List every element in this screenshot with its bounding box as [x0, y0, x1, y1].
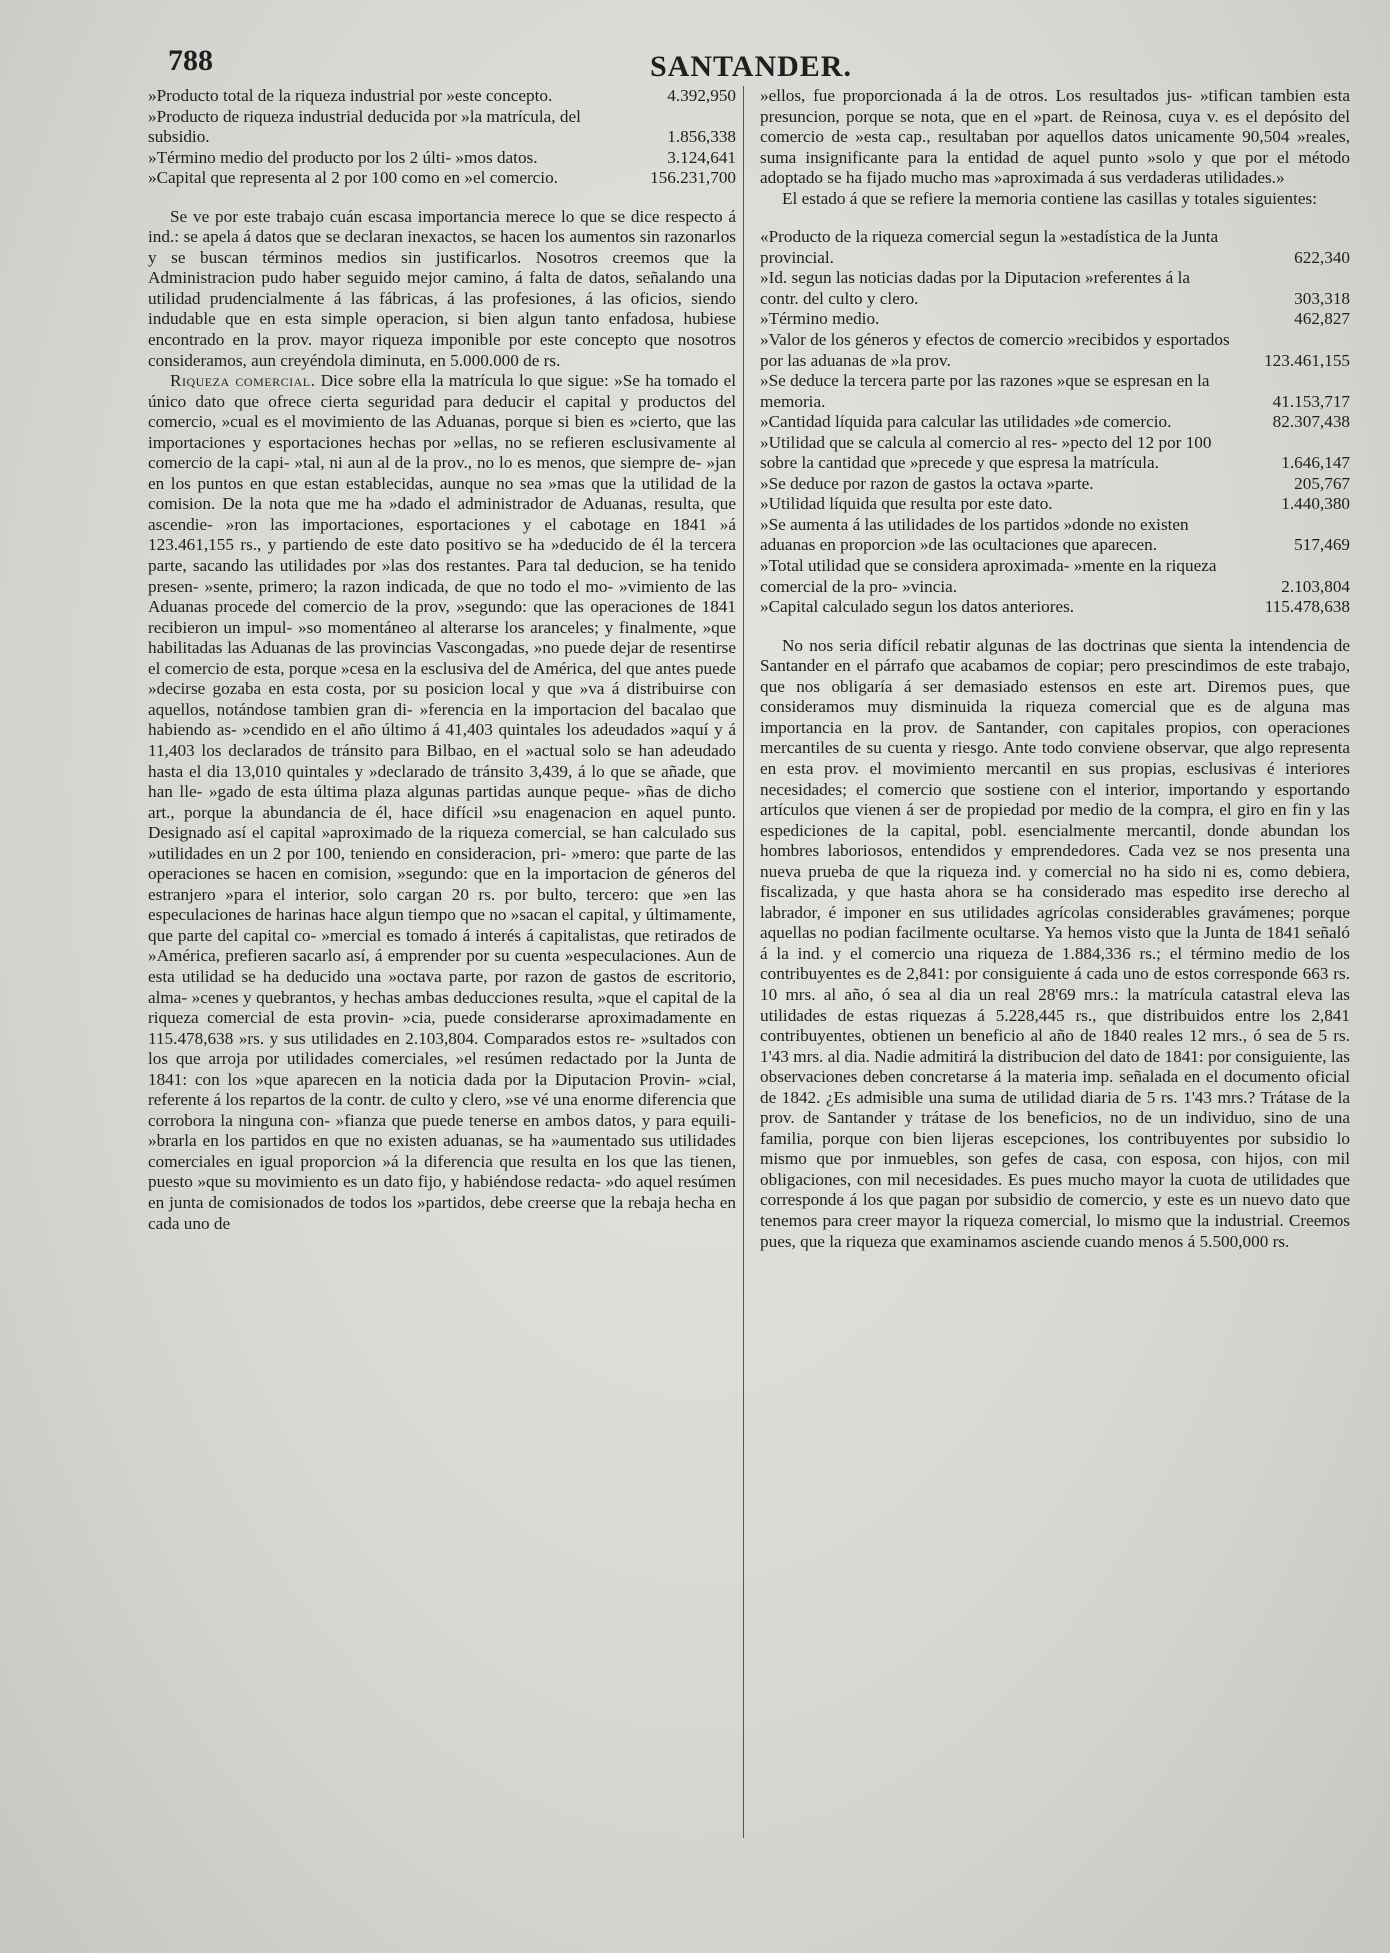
table-row	[760, 268, 1350, 309]
table-row	[760, 494, 1350, 515]
table-row	[760, 597, 1350, 618]
paragraph-text: Dice sobre ella la matrícula lo que sigue: »Se ha tomado el único dato que ofrece cierta seguridad para deducir el capital y productos del comercio, »cual es el movimiento de las Aduanas, porque si bien es »cierto, que las importaciones y esportaciones hechas por »ellas, no se refieren esclusivamente al comercio de la capi- »tal, ni aun al de la prov., no lo es menos, que siempre de- »jan en los puntos en que estan establecidas, aunque no sea »mas que la utilidad de la comision. De la nota que me ha »dado el administrador de Aduanas, resulta, que ascendie- »ron las importaciones, esportaciones y el cabotage en 1841 »á 123.461,155 rs., y partiendo de este dato positivo se ha »deducido de él la tercera parte, sacando las utilidades por »las dos restantes. Para tal deducion, se ha tenido presen- »sente, primero; la razon indicada, de que no todo el mo- »vimiento de las Aduanas procede del comercio de la prov, »segundo: que las operaciones de 1841 recibieron un impul- »so momentáneo al alterarse los aranceles; y finalmente, »que habilitadas las Aduanas de las provincias Vascongadas, »no puede dejar de resentirse el comercio de esta, porque »cesa en la esclusiva del de América, del que antes puede »decirse gozaba en esta costa, por su posicion local y que »va á distribuirse con aquellos, notándose tambien gran di- »ferencia en la importacion del bacalao que habiendo as- »cendido en el año último á 41,403 quintales los adeudados »aquí y á 11,403 los declarados de tránsito para Bilbao, en el »actual solo se han adeudado hasta el dia 13,010 quintales y »declarado de tránsito 3,439, á lo que se añade, que han lle- »gado de esta última plaza algunas partidas aunque peque- »ñas de dicho art., porque la abundancia de él, hace difícil »su enagenacion en aquel punto. Designado así el capital »aproximado de la riqueza comercial, se han calculado sus »utilidades en un 2 por 100, teniendo en consideracion, pri- »mero: que parte de las operaciones se hacen en comision, »segundo: que en la importacion de géneros del estranjero »para el interior, solo cargan 20 rs. por bulto, tercero: que »en las especulaciones de harinas hace algun tiempo que no »sacan el capital, y últimamente, que parte del capital co- »mercial es tomado á interés á capitalistas, que retirados de »América, prefieren sacarlo así, á emprender por su cuenta »especulaciones. Aun de esta utilidad se ha deducido una »octava parte, por razon de gastos de escritorio, alma- »cenes y quebrantos, y hechas ambas deducciones resulta, »que el capital de la riqueza comercial de esta provin- »cia, puede considerarse aproximadamente en 115.478,638 »rs. y sus utilidades en 2.103,804. Comparados estos re- »sultados con los que arroja por utilidades comerciales, »el resúmen redactado por la Junta de 1841: con los »que aparecen en la noticia dada por la Diputacion Provin- »cial, referente á los repartos de la contr. de culto y clero, »se vé una enorme diferencia que corrobora la ninguna con- »fianza que puede tenerse en ambos datos, y para equili- »brarla en los partidos en que no existen aduanas, se ha »aumentado sus utilidades comerciales en igual proporcion »á la diferencia que resulta en los que las tienen, puesto »que su movimiento es un dato fijo, y habiéndose redacta- »do aquel resúmen en junta de comisionados de todos los »partidos, debe creerse que la rebaja hecha en cada uno de	[148, 371, 736, 1233]
section-heading: Riqueza comercial.	[170, 371, 316, 391]
table-row-value: 41.153,717	[1272, 391, 1350, 411]
industrial-table	[148, 86, 736, 189]
table-row	[760, 412, 1350, 433]
paragraph: El estado á que se refiere la memoria contiene las casillas y totales siguientes:	[782, 188, 1318, 208]
table-row-value: 4.392,950	[667, 86, 736, 105]
table-row-value: 303,318	[1294, 288, 1350, 308]
table-row-value: 1.440,380	[1281, 494, 1350, 514]
table-row	[760, 556, 1350, 597]
table-row	[760, 433, 1350, 474]
table-row-value: 622,340	[1294, 247, 1350, 267]
table-row	[760, 515, 1350, 556]
table-row-label: »Valor de los géneros y efectos de comercio »recibidos y esportados por las aduanas de »la prov.	[760, 330, 1230, 370]
running-title: SANTANDER.	[650, 50, 852, 83]
table-row-label: «Producto de la riqueza comercial segun la »estadística de la Junta provincial.	[760, 227, 1219, 267]
table-row-value: 115.478,638	[1264, 597, 1350, 617]
commerce-table	[760, 227, 1350, 617]
table-row-label: »Producto total de la riqueza industrial por »este concepto.	[148, 86, 553, 105]
paragraph	[148, 371, 736, 1234]
table-row	[760, 330, 1350, 371]
table-row-value: 462,827	[1294, 309, 1350, 329]
table-row-label: »Cantidad líquida para calcular las utilidades »de comercio.	[760, 412, 1172, 432]
table-row	[760, 309, 1350, 330]
table-row-value: 123.461,155	[1264, 350, 1350, 370]
table-row-label: »Capital que representa al 2 por 100 como en »el comercio.	[148, 168, 558, 188]
table-row-label: »Término medio del producto por los 2 últi- »mos datos.	[148, 147, 538, 167]
page-number: 788	[168, 44, 213, 77]
table-row-value: 156.231,700	[650, 168, 736, 188]
table-row-label: »Se deduce por razon de gastos la octava »parte.	[760, 473, 1094, 493]
table-row-value: 1.856,338	[667, 127, 736, 147]
table-row-value: 517,469	[1294, 535, 1350, 555]
table-row-label: »Se deduce la tercera parte por las razones »que se espresan en la memoria.	[760, 371, 1210, 411]
table-row-value: 3.124,641	[667, 147, 736, 167]
table-row-value: 82.307,438	[1272, 412, 1350, 432]
table-row-label: »Total utilidad que se considera aproximada- »mente en la riqueza comercial de la pro- »vincia.	[760, 556, 1217, 596]
column-divider	[743, 86, 744, 1838]
table-row-label: »Utilidad líquida que resulta por este dato.	[760, 494, 1053, 514]
paragraph: Se ve por este trabajo cuán escasa importancia merece lo que se dice respecto á ind.: se apela á datos que se declaran inexactos, se hacen los aumentos sin razonarlos y se buscan términos medios sin justificarlos. Nosotros creemos que la Administracion pudo haber seguido mejor camino, á falta de datos, señalando una utilidad prudencialmente á las fábricas, á las profesiones, á las oficios, siendo indudable que en esta simple operacion, si bien algun tanto enfadosa, hubiese encontrado en la prov. mayor riqueza imponible por este concepto que nosotros consideramos, aun creyéndola diminuta, en 5.000.000 de rs.	[148, 206, 736, 370]
right-column	[760, 86, 1350, 1252]
paragraph: No nos seria difícil rebatir algunas de las doctrinas que sienta la intendencia de Santander en el párrafo que acabamos de copiar; pero prescindimos de este trabajo, que nos obligaría á ser demasiado estensos en este art. Diremos pues, que consideramos muy disminuida la riqueza comercial que es de alguna mas importancia en la prov. de Santander, con capitales propios, con operaciones mercantiles de su cuenta y riesgo. Ante todo conviene observar, que algo representa en esta prov. el movimiento mercantil en sus propias, esclusivas é interiores necesidades; el comercio que sostiene con el interior, importando y esportando artículos que vienen á ser de propiedad por medio de la compra, el giro en fin y las espediciones de la capital, pobl. esencialmente mercantil, donde abundan los hombres laboriosos, entendidos y emprendedores. Cada vez se nos presenta una nueva prueba de que la riqueza ind. y comercial no ha sido ni es, como debiera, fiscalizada, y que hasta ahora se ha considerado mas espedito irse derecho al labrador, é imponer en sus utilidades agrícolas considerables gravámenes; porque aquellas no podian facilmente ocultarse. Ya hemos visto que la Junta de 1841 señaló á la ind. y el comercio una riqueza de 1.884,336 rs.; el término medio de los contribuyentes es de 2,841: por consiguiente á cada uno de estos corresponde 663 rs. 10 mrs. al año, ó sea al dia un real 28'69 mrs.: la matrícula catastral eleva las utilidades de estas riquezas á 5.228,445 rs., que distribuidos entre los 2,841 contribuyentes, obtienen un beneficio al año de 1840 reales 12 mrs., ó sea de 5 rs. 1'43 mrs. al dia. Nadie admitirá la distribucion del dato de 1841: por consiguiente, las observaciones deben concretarse á la materia imp. señalada en el documento oficial de 1842. ¿Es admisible una suma de utilidad diaria de 5 rs. 1'43 mrs.? Trátase de la prov. de Santander y trátase de los beneficios, no de un individuo, sino de una familia, porque con bien lijeras escepciones, los contribuyentes por subsidio lo mismo que por inmuebles, son gefes de casa, con esposa, con hijos, con mil obligaciones, con mil necesidades. Es pues mucho mayor la cuota de utilidades que corresponde á los que pagan por subsidio de comercio, y este es un nuevo dato que tenemos para creer mayor la riqueza comercial, lo mismo que la industrial. Creemos pues, que la riqueza que examinamos asciende cuando menos á 5.500,000 rs.	[760, 635, 1350, 1251]
table-row-value: 2.103,804	[1281, 576, 1350, 596]
paragraph: »ellos, fue proporcionada á la de otros. Los resultados jus- »tifican tambien esta presuncion, porque se nota, que en el »part. de Reinosa, cuya v. es el depósito del comercio de »esta cap., resultaban por aquellos datos unicamente 90,504 »reales, suma insignificante para la entidad de aquel punto »solo y que por el método adoptado se ha fijado mucho mas »aproximada á sus verdaderas utilidades.»	[760, 86, 1350, 188]
table-row	[760, 474, 1350, 495]
table-row	[760, 227, 1350, 268]
table-row-label: »Término medio.	[760, 309, 880, 329]
table-row-label: »Producto de riqueza industrial deducida por »la matrícula, del subsidio.	[148, 106, 581, 147]
table-row-label: »Id. segun las noticias dadas por la Diputacion »referentes á la contr. del culto y clero.	[760, 268, 1191, 308]
table-row	[148, 86, 736, 107]
table-row-label: »Se aumenta á las utilidades de los partidos »donde no existen aduanas en proporcion »de las ocultaciones que aparecen.	[760, 514, 1189, 555]
left-column	[148, 86, 736, 1234]
table-row-label: »Capital calculado segun los datos anteriores.	[760, 597, 1075, 617]
table-row	[148, 107, 736, 148]
table-row-value: 205,767	[1294, 473, 1350, 493]
table-row	[148, 168, 736, 189]
table-row	[148, 148, 736, 169]
table-row	[760, 371, 1350, 412]
table-row-value: 1.646,147	[1281, 453, 1350, 473]
table-row-label: »Utilidad que se calcula al comercio al res- »pecto del 12 por 100 sobre la cantidad que »precede y que espresa la matrícula.	[760, 432, 1212, 473]
